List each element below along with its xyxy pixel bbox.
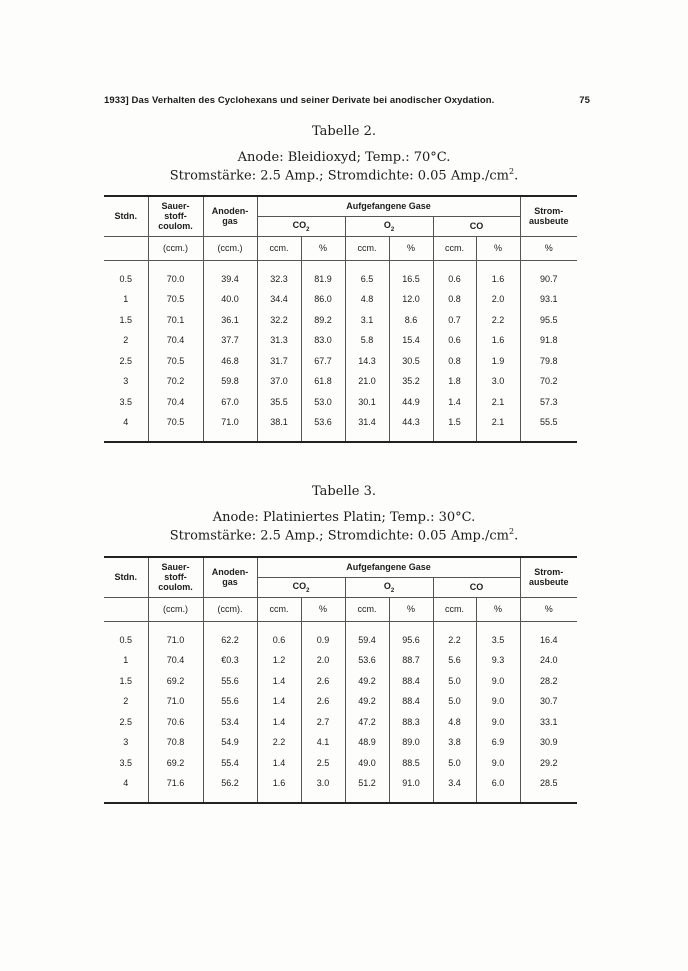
table-row <box>104 371 577 392</box>
table-row <box>104 330 577 351</box>
table-cell: 57.3 <box>520 392 577 413</box>
table-cell: 14.3 <box>345 351 389 372</box>
table-cell: 67.0 <box>203 392 257 413</box>
table-cell: 89.2 <box>301 310 345 331</box>
table-cell: 79.8 <box>520 351 577 372</box>
table-cell: 70.2 <box>148 371 203 392</box>
table-cell: 71.6 <box>148 773 203 803</box>
table-row <box>104 773 577 803</box>
unit-cell: (ccm.) <box>203 236 257 260</box>
table-cell: 1.4 <box>257 753 301 774</box>
table-cell: 69.2 <box>148 753 203 774</box>
table-cell: 2.2 <box>476 310 520 331</box>
table-row <box>104 650 577 671</box>
table-cell: 70.6 <box>148 712 203 733</box>
table-cell: 53.6 <box>345 650 389 671</box>
table-cell: 0.6 <box>257 621 301 650</box>
table-cell: 39.4 <box>203 260 257 289</box>
table-row <box>104 671 577 692</box>
col-header-co: CO <box>433 216 520 236</box>
unit-cell: % <box>520 597 577 621</box>
table-cell: 0.8 <box>433 351 476 372</box>
table-cell: €0.3 <box>203 650 257 671</box>
table-cell: 35.5 <box>257 392 301 413</box>
table-cell: 81.9 <box>301 260 345 289</box>
table-cell: 1.4 <box>257 712 301 733</box>
table-cell: 2.6 <box>301 671 345 692</box>
table-conditions-line1: Anode: Platiniertes Platin; Temp.: 30°C. <box>212 510 476 525</box>
table-cell: 56.2 <box>203 773 257 803</box>
table-cell: 91.0 <box>389 773 433 803</box>
data-table <box>104 195 577 443</box>
table-cell: 0.9 <box>301 621 345 650</box>
table-cell: 1.2 <box>257 650 301 671</box>
table-cell: 0.5 <box>119 273 132 284</box>
col-header-stromausbeute: Strom- ausbeute <box>520 196 577 236</box>
table-cell: 70.5 <box>148 351 203 372</box>
table-cell: 4.1 <box>301 732 345 753</box>
table-cell: 70.4 <box>148 392 203 413</box>
table-cell: 9.0 <box>476 712 520 733</box>
col-header-stdn: Stdn. <box>114 211 137 222</box>
table-cell: 88.4 <box>389 671 433 692</box>
table-cell: 5.6 <box>433 650 476 671</box>
table-cell: 90.7 <box>520 260 577 289</box>
table-cell: 88.4 <box>389 691 433 712</box>
table-cell: 49.0 <box>345 753 389 774</box>
table-cell: 67.7 <box>301 351 345 372</box>
table-cell: 2.2 <box>433 621 476 650</box>
table-cell: 71.0 <box>148 691 203 712</box>
table-cell: 9.0 <box>476 753 520 774</box>
table-cell: 4.8 <box>433 712 476 733</box>
table-cell: 62.2 <box>203 621 257 650</box>
table-cell: 40.0 <box>203 289 257 310</box>
table-cell: 3.1 <box>345 310 389 331</box>
table-cell: 86.0 <box>301 289 345 310</box>
table-cell: 55.6 <box>203 671 257 692</box>
table-cell: 3.5 <box>476 621 520 650</box>
table-cell: 46.8 <box>203 351 257 372</box>
table-cell: 53.6 <box>301 412 345 442</box>
col-header-stromausbeute: Strom- ausbeute <box>520 557 577 597</box>
table-cell: 95.6 <box>389 621 433 650</box>
table-cell: 70.1 <box>148 310 203 331</box>
unit-cell: % <box>389 597 433 621</box>
table-row <box>104 392 577 413</box>
table-conditions-line2: Stromstärke: 2.5 Amp.; Stromdichte: 0.05 $Amp./cm^2$. <box>169 527 519 544</box>
unit-cell: (ccm). <box>203 597 257 621</box>
table-caption: Tabelle 3. <box>312 484 376 499</box>
table-cell: 88.7 <box>389 650 433 671</box>
table-cell: 3.8 <box>433 732 476 753</box>
unit-cell <box>104 597 148 621</box>
table-cell: 44.9 <box>389 392 433 413</box>
table-caption: Tabelle 2. <box>312 124 376 139</box>
table-cell: 12.0 <box>389 289 433 310</box>
table-cell: 95.5 <box>520 310 577 331</box>
table-cell: 4 <box>104 412 148 442</box>
table-row <box>104 260 577 289</box>
running-head-title: 1933] Das Verhalten des Cyclohexans und seiner Derivate bei anodischer Oxydation. <box>104 95 495 106</box>
table-cell: 32.3 <box>257 260 301 289</box>
table-cell: 1.5 <box>119 675 132 686</box>
table-cell: 2.5 <box>119 355 132 366</box>
table-cell: 31.7 <box>257 351 301 372</box>
table-row <box>104 289 577 310</box>
header-row <box>104 557 577 577</box>
table-cell: 21.0 <box>345 371 389 392</box>
unit-row <box>104 236 577 260</box>
table-cell: 9.0 <box>476 691 520 712</box>
col-header-o2: $O_2$ <box>345 216 433 236</box>
col-header-sauerstoff: Sauer- stoff- coulom. <box>148 196 203 236</box>
table-cell: 34.4 <box>257 289 301 310</box>
table-cell: 5.0 <box>433 671 476 692</box>
col-header-co: CO <box>433 577 520 597</box>
table-cell: 54.9 <box>203 732 257 753</box>
table-cell: 30.7 <box>520 691 577 712</box>
data-table <box>104 556 577 804</box>
table-cell: 44.3 <box>389 412 433 442</box>
table-cell: 0.6 <box>433 330 476 351</box>
table-cell: 29.2 <box>520 753 577 774</box>
table-cell: 61.8 <box>301 371 345 392</box>
table-cell: 47.2 <box>345 712 389 733</box>
table-cell: 89.0 <box>389 732 433 753</box>
table-cell: 49.2 <box>345 691 389 712</box>
table-cell: 0.8 <box>433 289 476 310</box>
table-cell: 6.9 <box>476 732 520 753</box>
table-cell: 6.0 <box>476 773 520 803</box>
table-cell: 53.4 <box>203 712 257 733</box>
table-cell: 3.4 <box>433 773 476 803</box>
table-cell: 30.9 <box>520 732 577 753</box>
col-header-o2: $O_2$ <box>345 577 433 597</box>
table-cell: 53.0 <box>301 392 345 413</box>
table-cell: 37.7 <box>203 330 257 351</box>
table-cell: 9.3 <box>476 650 520 671</box>
table-cell: 28.2 <box>520 671 577 692</box>
col-header-aufgefangene-gase: Aufgefangene Gase <box>257 196 520 216</box>
table-cell: 70.4 <box>148 330 203 351</box>
unit-cell: % <box>520 236 577 260</box>
table-cell: 1.8 <box>433 371 476 392</box>
table-row <box>104 351 577 372</box>
table-cell: 30.1 <box>345 392 389 413</box>
table-cell: 93.1 <box>520 289 577 310</box>
table-row <box>104 753 577 774</box>
unit-cell: % <box>476 236 520 260</box>
table-cell: 4 <box>104 773 148 803</box>
table-cell: 4.8 <box>345 289 389 310</box>
table-cell: 0.5 <box>119 634 132 645</box>
table-cell: 1.4 <box>433 392 476 413</box>
table-cell: 1 <box>123 655 129 666</box>
table-cell: 31.4 <box>345 412 389 442</box>
unit-cell: (ccm.) <box>148 236 203 260</box>
table-row <box>104 310 577 331</box>
table-cell: 33.1 <box>520 712 577 733</box>
table-cell: 8.6 <box>389 310 433 331</box>
table-cell: 70.2 <box>520 371 577 392</box>
table-cell: 88.3 <box>389 712 433 733</box>
table-row <box>104 412 577 442</box>
table-cell: 2.6 <box>301 691 345 712</box>
table-cell: 16.4 <box>520 621 577 650</box>
unit-cell: (ccm.) <box>148 597 203 621</box>
table-cell: 1.6 <box>476 330 520 351</box>
col-header-stdn: Stdn. <box>114 572 137 583</box>
table-cell: 59.8 <box>203 371 257 392</box>
table-cell: 37.0 <box>257 371 301 392</box>
page-number: 75 <box>579 95 590 106</box>
table-cell: 1.9 <box>476 351 520 372</box>
table-cell: 55.6 <box>203 691 257 712</box>
table-cell: 70.8 <box>148 732 203 753</box>
table-cell: 2.5 <box>119 716 132 727</box>
table-cell: 1.4 <box>257 691 301 712</box>
table-cell: 71.0 <box>148 621 203 650</box>
table-cell: 15.4 <box>389 330 433 351</box>
table-cell: 5.8 <box>345 330 389 351</box>
table-row <box>104 691 577 712</box>
table-cell: 28.5 <box>520 773 577 803</box>
table-cell: 1.4 <box>257 671 301 692</box>
table-cell: 3.5 <box>119 757 132 768</box>
unit-cell: ccm. <box>433 236 476 260</box>
unit-cell: ccm. <box>257 236 301 260</box>
table-cell: 3 <box>123 376 129 387</box>
unit-cell: % <box>389 236 433 260</box>
table-cell: 3.0 <box>476 371 520 392</box>
table-cell: 0.6 <box>433 260 476 289</box>
table-cell: 88.5 <box>389 753 433 774</box>
table-cell: 3.0 <box>301 773 345 803</box>
table-cell: 2 <box>123 696 129 707</box>
table-cell: 1.5 <box>119 314 132 325</box>
table-cell: 1.5 <box>433 412 476 442</box>
unit-cell: % <box>476 597 520 621</box>
col-header-anodengas: Anoden- gas <box>203 196 257 236</box>
unit-cell: ccm. <box>433 597 476 621</box>
col-header-aufgefangene-gase: Aufgefangene Gase <box>257 557 520 577</box>
table-cell: 35.2 <box>389 371 433 392</box>
table-cell: 16.5 <box>389 260 433 289</box>
table-cell: 2.7 <box>301 712 345 733</box>
table-cell: 2.2 <box>257 732 301 753</box>
table-cell: 70.5 <box>148 412 203 442</box>
table-cell: 49.2 <box>345 671 389 692</box>
table-cell: 1.6 <box>257 773 301 803</box>
col-header-anodengas: Anoden- gas <box>203 557 257 597</box>
unit-cell: % <box>301 236 345 260</box>
unit-cell <box>104 236 148 260</box>
table-cell: 2.0 <box>476 289 520 310</box>
table-cell: 6.5 <box>345 260 389 289</box>
unit-cell: ccm. <box>345 236 389 260</box>
table-cell: 51.2 <box>345 773 389 803</box>
table-cell: 38.1 <box>257 412 301 442</box>
table-cell: 2.0 <box>301 650 345 671</box>
table-cell: 48.9 <box>345 732 389 753</box>
table-cell: 3.5 <box>119 396 132 407</box>
table-cell: 36.1 <box>203 310 257 331</box>
table-cell: 9.0 <box>476 671 520 692</box>
table-cell: 70.5 <box>148 289 203 310</box>
table-cell: 71.0 <box>203 412 257 442</box>
table-cell: 91.8 <box>520 330 577 351</box>
unit-cell: ccm. <box>257 597 301 621</box>
table-cell: 24.0 <box>520 650 577 671</box>
unit-row <box>104 597 577 621</box>
col-header-co2: $CO_2$ <box>257 216 345 236</box>
table-cell: 70.4 <box>148 650 203 671</box>
col-header-sauerstoff: Sauer- stoff- coulom. <box>148 557 203 597</box>
table-cell: 0.7 <box>433 310 476 331</box>
table-row <box>104 621 577 650</box>
table-cell: 32.2 <box>257 310 301 331</box>
table-conditions-line2: Stromstärke: 2.5 Amp.; Stromdichte: 0.05 $Amp./cm^2$. <box>169 167 519 184</box>
table-cell: 70.0 <box>148 260 203 289</box>
header-row <box>104 196 577 216</box>
table-cell: 2.1 <box>476 412 520 442</box>
table-cell: 31.3 <box>257 330 301 351</box>
table-cell: 83.0 <box>301 330 345 351</box>
table-cell: 1 <box>123 294 129 305</box>
table-cell: 2.5 <box>301 753 345 774</box>
unit-cell: % <box>301 597 345 621</box>
table-cell: 59.4 <box>345 621 389 650</box>
table-cell: 5.0 <box>433 753 476 774</box>
table-cell: 2 <box>123 335 129 346</box>
table-cell: 3 <box>123 737 129 748</box>
table-row <box>104 712 577 733</box>
table-row <box>104 732 577 753</box>
unit-cell: ccm. <box>345 597 389 621</box>
table-cell: 69.2 <box>148 671 203 692</box>
col-header-co2: $CO_2$ <box>257 577 345 597</box>
table-cell: 2.1 <box>476 392 520 413</box>
table-cell: 55.4 <box>203 753 257 774</box>
table-cell: 30.5 <box>389 351 433 372</box>
table-cell: 55.5 <box>520 412 577 442</box>
table-cell: 1.6 <box>476 260 520 289</box>
table-cell: 5.0 <box>433 691 476 712</box>
table-conditions-line1: Anode: Bleidioxyd; Temp.: 70°C. <box>237 150 451 165</box>
